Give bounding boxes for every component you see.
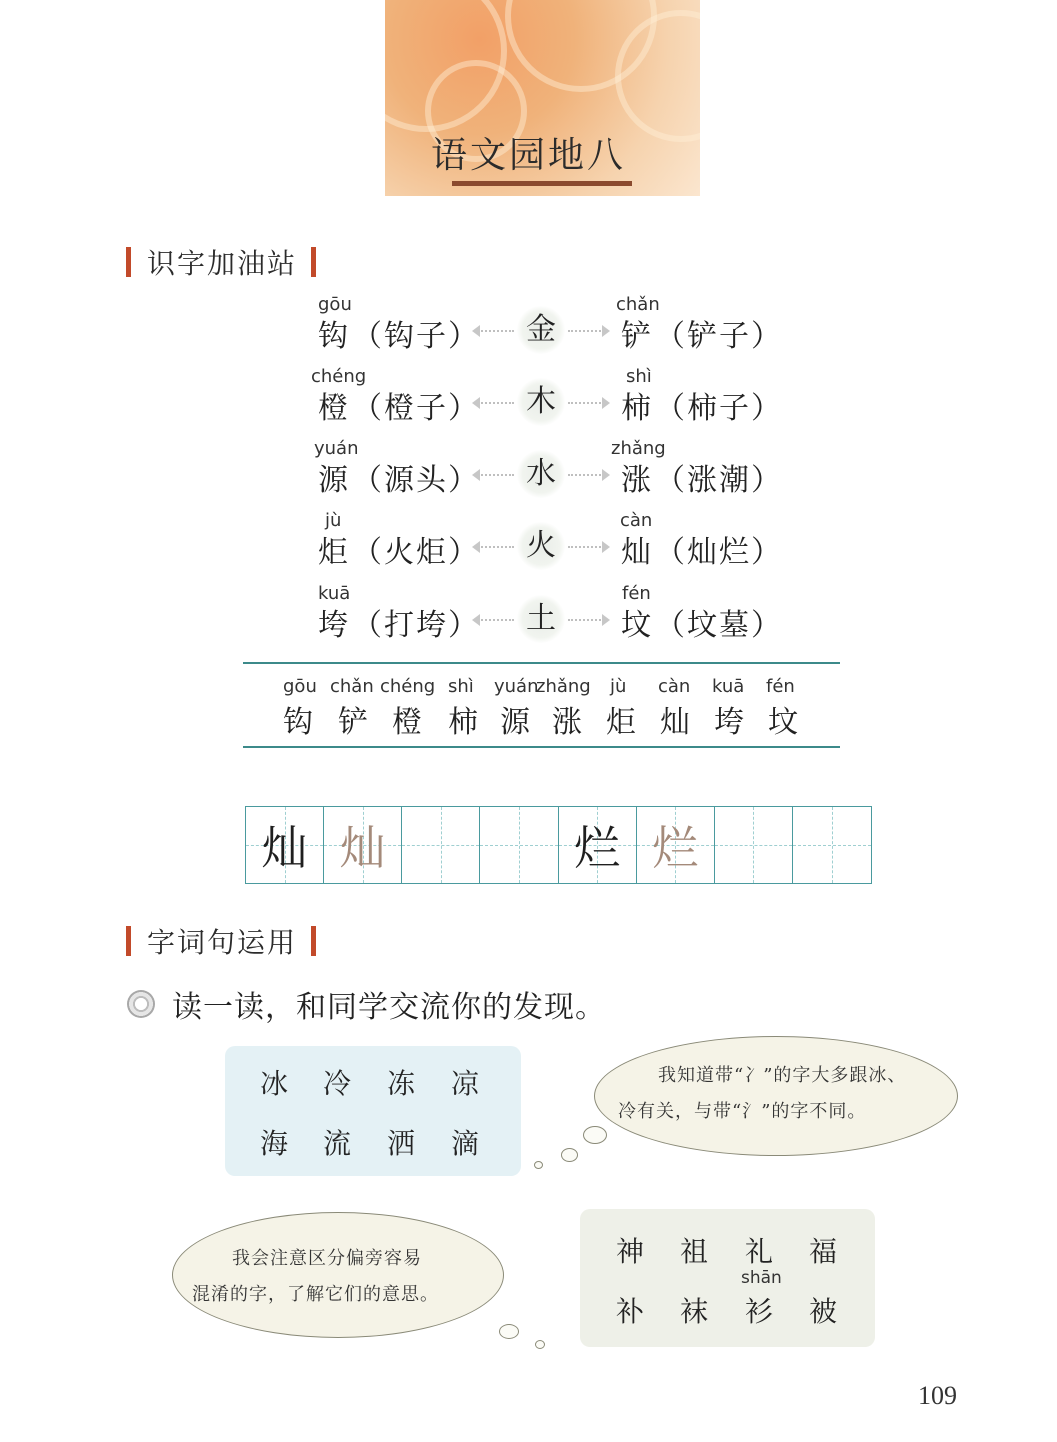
strip-pinyin: shì [448,676,474,697]
strip-char: 炬 [606,705,636,740]
strip-pinyin: zhǎng [536,676,591,697]
arrow-left [474,619,514,621]
strip-pinyin: kuā [712,676,745,697]
exercise-icon [127,990,155,1018]
right-pinyin: fén [622,583,651,604]
bubble-left-line: 混淆的字，了解它们的意思。 [192,1284,439,1305]
section-heading-literacy [126,242,316,282]
model-char: 灿 [261,821,308,875]
bubble-right-text [618,1058,906,1130]
cloth-word: 祖 [680,1235,709,1268]
heading-bar-left [126,247,131,277]
model-char: 烂 [574,821,621,875]
trace-char [480,807,557,883]
arrow-right [568,619,608,621]
ice-word: 凉 [451,1067,480,1100]
arrow-right [568,402,608,404]
bubble-dot [583,1126,607,1144]
strip-char: 源 [500,705,530,740]
strip-pinyin: fén [766,676,795,697]
section-heading-text: 字词句运用 [147,926,298,959]
strip-pinyin: chéng [380,676,436,697]
radical-char: 水 [517,450,565,498]
strip-char: 柿 [448,705,478,740]
ice-word: 滴 [451,1127,480,1160]
section-heading-text: 识字加油站 [147,247,298,280]
trace-char: 灿 [339,821,386,875]
writing-cell [246,807,324,883]
left-char: 钩 [318,319,350,354]
cloth-word: 被 [809,1295,838,1328]
strip-pinyin: yuán [494,676,539,697]
page-number: 109 [918,1381,957,1410]
ice-word: 洒 [387,1127,416,1160]
writing-cell [480,807,558,883]
arrow-right [568,330,608,332]
strip-pinyin: càn [658,676,691,697]
right-pinyin: shì [626,366,652,387]
left-word: （打垮） [352,608,480,643]
radical-char: 火 [517,522,565,570]
left-pinyin: gōu [318,294,352,315]
cloth-word: 衫 [745,1295,774,1328]
arrow-left [474,546,514,548]
heading-bar-right [311,926,316,956]
bubble-right-line: 我知道带“冫”的字大多跟冰、 [658,1065,907,1086]
right-pinyin: zhǎng [611,438,666,459]
bubble-left-line: 我会注意区分偏旁容易 [232,1248,422,1269]
bubble-dot [561,1148,578,1162]
left-word: （钩子） [352,319,480,354]
radical-char: 金 [517,306,565,354]
ice-word: 冰 [260,1067,289,1100]
right-word: （灿烂） [655,535,783,570]
arrow-left [474,474,514,476]
radical-char: 土 [517,595,565,643]
right-char: 柿 [621,391,653,426]
left-char: 炬 [318,535,350,570]
strip-char: 橙 [392,705,422,740]
strip-top-rule [243,662,840,664]
bubble-dot [534,1161,543,1169]
left-char: 垮 [318,608,350,643]
right-pinyin: chǎn [616,294,660,315]
cloth-word: 袜 [680,1295,709,1328]
strip-pinyin: gōu [283,676,317,697]
writing-grid [245,806,872,884]
heading-bar-left [126,926,131,956]
section-heading-usage [126,921,316,961]
left-pinyin: chéng [311,366,367,387]
shan-pinyin: shān [741,1268,782,1288]
left-pinyin: jù [325,510,342,531]
arrow-right [568,474,608,476]
left-word: （源头） [352,463,480,498]
right-char: 涨 [621,463,653,498]
strip-bottom-rule [243,746,840,748]
strip-char: 铲 [338,705,368,740]
writing-cell [324,807,402,883]
left-word: （火炬） [352,535,480,570]
strip-pinyin: jù [610,676,627,697]
strip-char: 坟 [768,705,798,740]
left-pinyin: yuán [314,438,359,459]
ice-word: 海 [260,1127,289,1160]
writing-cell [637,807,715,883]
page-title: 语文园地八 [430,135,626,176]
trace-char [715,807,792,883]
right-pinyin: càn [620,510,653,531]
ice-word: 冷 [323,1067,352,1100]
radical-char: 木 [517,378,565,426]
cloth-word: 补 [616,1295,645,1328]
arrow-left [474,330,514,332]
bubble-dot [499,1324,519,1339]
right-char: 铲 [621,319,653,354]
left-word: （橙子） [352,391,480,426]
cloth-word: 神 [616,1235,645,1268]
left-pinyin: kuā [318,583,351,604]
ice-word: 流 [323,1127,352,1160]
bubble-left-text [192,1241,439,1313]
right-char: 灿 [621,535,653,570]
right-word: （柿子） [655,391,783,426]
right-char: 坟 [621,608,653,643]
right-word: （铲子） [655,319,783,354]
trace-char: 烂 [652,821,699,875]
strip-pinyin: chǎn [330,676,374,697]
strip-char: 灿 [660,705,690,740]
exercise-prompt: 读一读，和同学交流你的发现。 [172,990,606,1025]
writing-cell [793,807,871,883]
arrow-left [474,402,514,404]
right-word: （涨潮） [655,463,783,498]
right-word: （坟墓） [655,608,783,643]
strip-char: 钩 [283,705,313,740]
writing-cell [402,807,480,883]
strip-char: 垮 [714,705,744,740]
writing-cell [559,807,637,883]
heading-bar-right [311,247,316,277]
title-underline [452,181,632,186]
trace-char [793,807,871,883]
strip-char: 涨 [552,705,582,740]
bubble-dot [535,1340,545,1349]
bubble-right-line: 冷有关，与带“氵”的字不同。 [618,1101,867,1122]
trace-char [402,807,479,883]
ice-word: 冻 [387,1067,416,1100]
writing-cell [715,807,793,883]
cloth-word: 礼 [745,1235,774,1268]
left-char: 源 [318,463,350,498]
arrow-right [568,546,608,548]
left-char: 橙 [318,391,350,426]
cloth-word: 福 [809,1235,838,1268]
